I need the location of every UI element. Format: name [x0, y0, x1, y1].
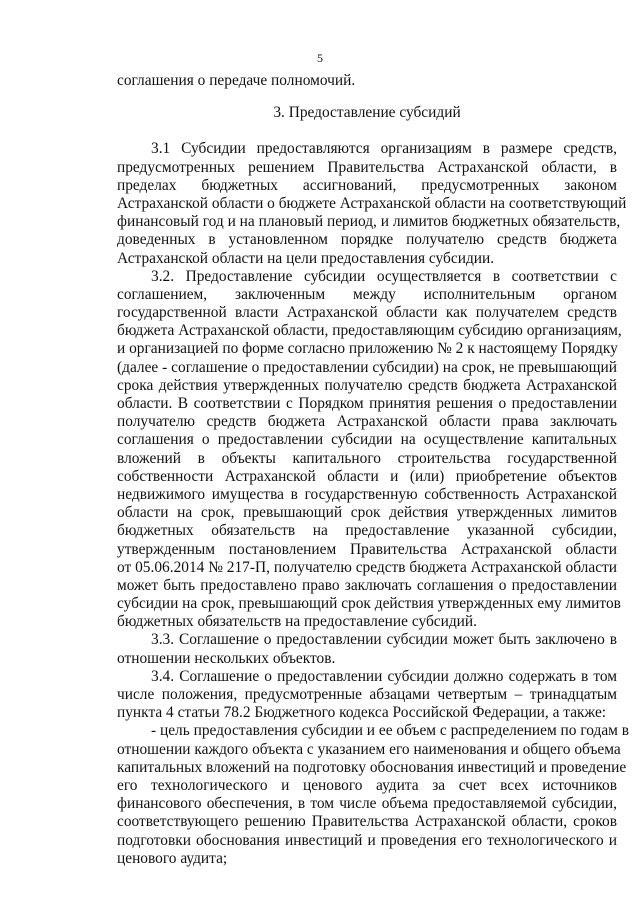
paragraph-line: (далее - соглашение о предоставлении субсидии) на срок, не превышающий [117, 358, 617, 376]
paragraph-line: отношении нескольких объектов. [117, 649, 336, 667]
intro-line: соглашения о передаче полномочий. [117, 72, 356, 89]
paragraph-line: может быть предоставлено право заключать соглашения о предоставлении [117, 576, 617, 594]
paragraph-line: числе положения, предусмотренные абзацами четвертым – тринадцатым [117, 686, 617, 703]
paragraph-line: недвижимого имущества в государственную собственность Астраханской [117, 485, 617, 503]
paragraph-line: собственности Астраханской области и (или) приобретение объектов [117, 467, 617, 485]
paragraph-3-3 [117, 631, 617, 667]
paragraph-line: - цель предоставления субсидии и ее объем с распределением по годам в [151, 722, 630, 740]
paragraph-line: утвержденным постановлением Правительства Астраханской области [117, 540, 617, 558]
page-number: 5 [317, 51, 323, 65]
paragraph-3-1 [117, 140, 627, 267]
paragraph-line: пункта 4 статьи 78.2 Бюджетного кодекса Российской Федерации, а также: [117, 704, 607, 722]
paragraph-line: 3.4. Соглашение о предоставлении субсидии должно содержать в том [151, 667, 617, 685]
paragraph-line: ценового аудита; [117, 849, 228, 867]
document-body [117, 72, 630, 868]
paragraph-line: отношении каждого объекта с указанием его наименования и общего объема [117, 740, 621, 758]
paragraph-line: вложений в объекты капитального строительства государственной [117, 449, 617, 467]
paragraph-line: от 05.06.2014 № 217-П, получателю средств бюджета Астраханской области [117, 558, 617, 576]
paragraph-line: подготовки обоснования инвестиций и проведения его технологического и [117, 831, 617, 849]
paragraph-line: 3.3. Соглашение о предоставлении субсидии может быть заключено в [151, 631, 617, 649]
paragraph-line: государственной власти Астраханской области как получателем средств [117, 304, 617, 322]
paragraph-line: и организацией по форме согласно приложению № 2 к настоящему Порядку [117, 340, 618, 358]
paragraph-line: финансового обеспечения, в том числе объема предоставляемой субсидии, [117, 795, 617, 813]
paragraph-3-2 [117, 267, 622, 632]
paragraph-line: финансовый год и на плановый период, и лимитов бюджетных обязательств, [117, 213, 621, 231]
paragraph-line: Астраханской области на цели предоставления субсидии. [117, 249, 495, 267]
paragraph-line: его технологического и ценового аудита за счет всех источников [117, 776, 617, 794]
paragraph-line: области на срок, превышающий срок действия утвержденных лимитов [117, 504, 617, 522]
paragraph-line: 3.1 Субсидии предоставляются организациям в размере средств, [151, 140, 617, 158]
paragraph-line: субсидии на срок, превышающий срок действия утвержденных ему лимитов [117, 595, 621, 613]
paragraph-3-4-item [117, 722, 630, 868]
paragraph-line: бюджетных обязательств на предоставление указанной субсидии, [117, 522, 617, 540]
paragraph-line: бюджетных обязательств на предоставление субсидий. [117, 613, 478, 631]
paragraph-line: соответствующего решению Правительства Астраханской области, сроков [117, 813, 617, 831]
paragraph-line: получателю средств бюджета Астраханской области права заключать [117, 413, 617, 431]
paragraph-line: предусмотренных решением Правительства Астраханской области, в [117, 158, 617, 176]
paragraph-line: пределах бюджетных ассигнований, предусмотренных законом [117, 176, 617, 194]
paragraph-line: Астраханской области о бюджете Астраханской области на соответствующий [117, 194, 627, 212]
paragraph-line: доведенных в установленном порядке получателю средств бюджета [117, 231, 617, 249]
paragraph-line: капитальных вложений на подготовку обоснования инвестиций и проведение [117, 758, 627, 776]
paragraph-line: 3.2. Предоставление субсидии осуществляется в соответствии с [151, 267, 617, 285]
paragraph-3-4 [117, 668, 617, 723]
paragraph-line: области. В соответствии с Порядком принятия решения о предоставлении [117, 395, 617, 412]
paragraph-line: бюджета Астраханской области, предоставляющим субсидию организациям, [117, 322, 622, 340]
section-heading: 3. Предоставление субсидий [273, 104, 461, 122]
paragraph-line: срока действия утвержденных получателю средств бюджета Астраханской [117, 376, 617, 394]
paragraph-line: соглашения о предоставлении субсидии на осуществление капитальных [117, 431, 617, 449]
paragraph-line: соглашением, заключенным между исполнительным органом [117, 285, 617, 303]
